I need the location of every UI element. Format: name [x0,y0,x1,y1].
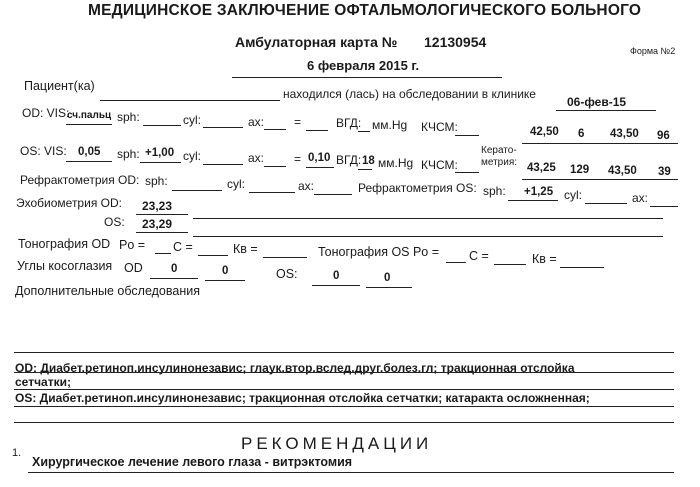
od-ax-line [264,129,286,130]
os-vgd-value: 18 [362,155,375,167]
os-kerat-line [522,179,678,180]
diagnosis-os-line-rule-1 [14,406,674,407]
form-number: Форма №2 [630,46,676,56]
refract-od-sph-line [172,190,222,191]
card-number: 12130954 [424,34,487,50]
od-eq: = [294,115,302,129]
od-kchsm-line [455,135,479,136]
refract-os-ax-label: ax: [632,191,649,205]
diagnosis-od-line-1: OD: Диабет.ретиноп.инсулинонезавис; глаук.втор.вслед.друг.болез.гл; тракционная отслойка [15,361,575,375]
tono-od-kv: Кв = [233,242,258,256]
os-kerat-3: 43,50 [608,165,637,177]
additional-line [14,352,674,353]
echo-os-label: OS: [104,215,125,229]
keratometry-label-2: метрия: [481,157,518,168]
echo-od-extra-line [193,218,663,219]
refract-od-ax-line [314,194,352,195]
recommendation-item-1: Хирургическое лечение левого глаза - витрэктомия [32,455,353,469]
od-vis-label: OD: VIS: [22,106,70,120]
os-kerat-2: 129 [570,164,590,176]
strab-od-label: OD [124,261,143,275]
od-vgd-label: ВГД: [336,116,362,130]
recommendation-line-1 [28,472,674,473]
diagnosis-os-line-rule-2 [14,422,674,423]
document-date: 6 февраля 2015 г. [307,58,420,73]
diagnosis-od-line-rule-2 [14,389,674,390]
od-sph-label: sph: [117,110,140,124]
refract-os-sph-line [508,200,558,201]
od-kerat-line [522,143,678,144]
strab-od-line-2 [205,280,245,281]
tono-os-kv: Кв = [532,252,557,266]
strab-label: Углы косоглазия [17,259,113,273]
strab-os-label: OS: [276,267,298,281]
strab-os-line-1 [312,285,360,286]
os-eq: = [294,152,302,166]
diagnosis-od-line-2: сетчатки; [15,375,71,389]
keratometry-label-1: Керато- [481,145,517,156]
strab-od-line-1 [150,278,198,279]
refract-os-ax-line [650,206,678,207]
clinic-date-line [556,110,656,111]
tono-od-c: C = [173,240,193,254]
os-vis-value: 0,05 [78,146,101,158]
refract-od-sph-label: sph: [145,174,168,188]
echo-label: Эхобиометрия OD: [16,196,122,210]
os-kerat-4: 39 [658,166,671,178]
od-vis-line [66,124,112,125]
os-cyl-label: cyl: [183,149,201,163]
tono-od-label: Тонография OD [18,237,111,251]
diagnosis-os-line-1: OS: Диабет.ретиноп.инсулинонезавис; тракционная отслойка сетчатки; катаракта осложненная; [15,391,590,405]
tono-os-label: Тонография OS Po = [318,245,440,259]
os-ax-line [264,166,286,167]
additional-label: Дополнительные обследования [15,284,200,298]
date-underline [232,77,502,78]
os-sph-line [140,162,181,163]
os-kchsm-line [455,172,479,173]
refract-os-cyl-line [585,203,627,204]
strab-os-val-1: 0 [333,270,340,282]
os-kchsm-label: КЧСМ: [421,158,458,172]
od-kerat-2: 6 [578,128,585,140]
os-vis-corr-value: 0,10 [308,152,331,164]
os-ax-label: ax: [248,151,265,165]
refract-od-cyl-line [249,192,295,193]
os-sph-value: +1,00 [145,147,175,159]
strab-od-val-1: 0 [171,263,178,275]
echo-od-value: 23,23 [142,199,173,213]
os-vgd-label: ВГД: [336,153,362,167]
os-vgd-line [358,169,372,170]
od-mmhg: мм.Hg [372,118,408,132]
od-ax-label: ax: [248,115,265,129]
strab-os-line-2 [366,287,412,288]
refract-os-cyl-label: cyl: [564,188,582,202]
od-sph-line [143,125,181,126]
echo-os-extra-line [193,236,663,237]
refract-os-sph-label: sph: [483,184,506,198]
os-kerat-1: 43,25 [527,162,556,174]
strab-od-val-2: 0 [222,265,229,277]
strab-os-val-2: 0 [384,272,391,284]
od-kchsm-label: КЧСМ: [421,120,458,134]
tono-os-c: C = [469,249,489,263]
refract-os-label: Рефрактометрия OS: [358,181,477,195]
os-vis-corr-line [306,167,334,168]
refract-od-cyl-label: cyl: [227,177,245,191]
refract-od-ax-label: ax: [298,179,315,193]
echo-os-line [136,232,188,233]
os-vis-label: OS: VIS: [20,144,67,158]
tono-od-kv-line [263,257,307,258]
os-cyl-line [203,164,243,165]
os-mmhg: мм.Hg [378,156,414,170]
stayed-text: находился (лась) на обследовании в клинике [283,87,536,101]
diagnosis-od-line-rule-1 [14,372,674,373]
os-vis-line [66,161,112,162]
clinic-date: 06-фев-15 [567,95,627,109]
echo-os-value: 23,29 [142,217,173,231]
od-cyl-line [203,127,243,128]
tono-od-po-line [155,253,171,254]
od-vis-value: сч.пальц [67,110,112,121]
od-vgd-line [358,131,370,132]
tono-os-po-line [446,262,466,263]
document-title: МЕДИЦИНСКОЕ ЗАКЛЮЧЕНИЕ ОФТАЛЬМОЛОГИЧЕСКОГО БОЛЬНОГО [88,2,642,19]
patient-label: Пациент(ка) [24,79,95,93]
refract-os-sph-value: +1,25 [524,186,554,198]
os-sph-label: sph: [117,147,140,161]
od-kerat-1: 42,50 [530,126,559,138]
recommendation-number-1: 1. [12,447,22,459]
od-cyl-label: cyl: [183,113,201,127]
tono-od-po: Po = [119,238,146,252]
od-vis-corr-line [306,130,328,131]
tono-os-c-line [494,264,526,265]
card-label: Амбулаторная карта № [235,34,398,50]
refract-od-label: Рефрактометрия OD: [20,173,140,187]
od-kerat-4: 96 [657,130,670,142]
patient-name-line [100,100,280,101]
od-kerat-3: 43,50 [610,128,639,140]
recommendations-heading: РЕКОМЕНДАЦИИ [241,434,433,453]
echo-od-line [136,214,188,215]
tono-os-kv-line [560,267,604,268]
tono-od-c-line [198,255,228,256]
